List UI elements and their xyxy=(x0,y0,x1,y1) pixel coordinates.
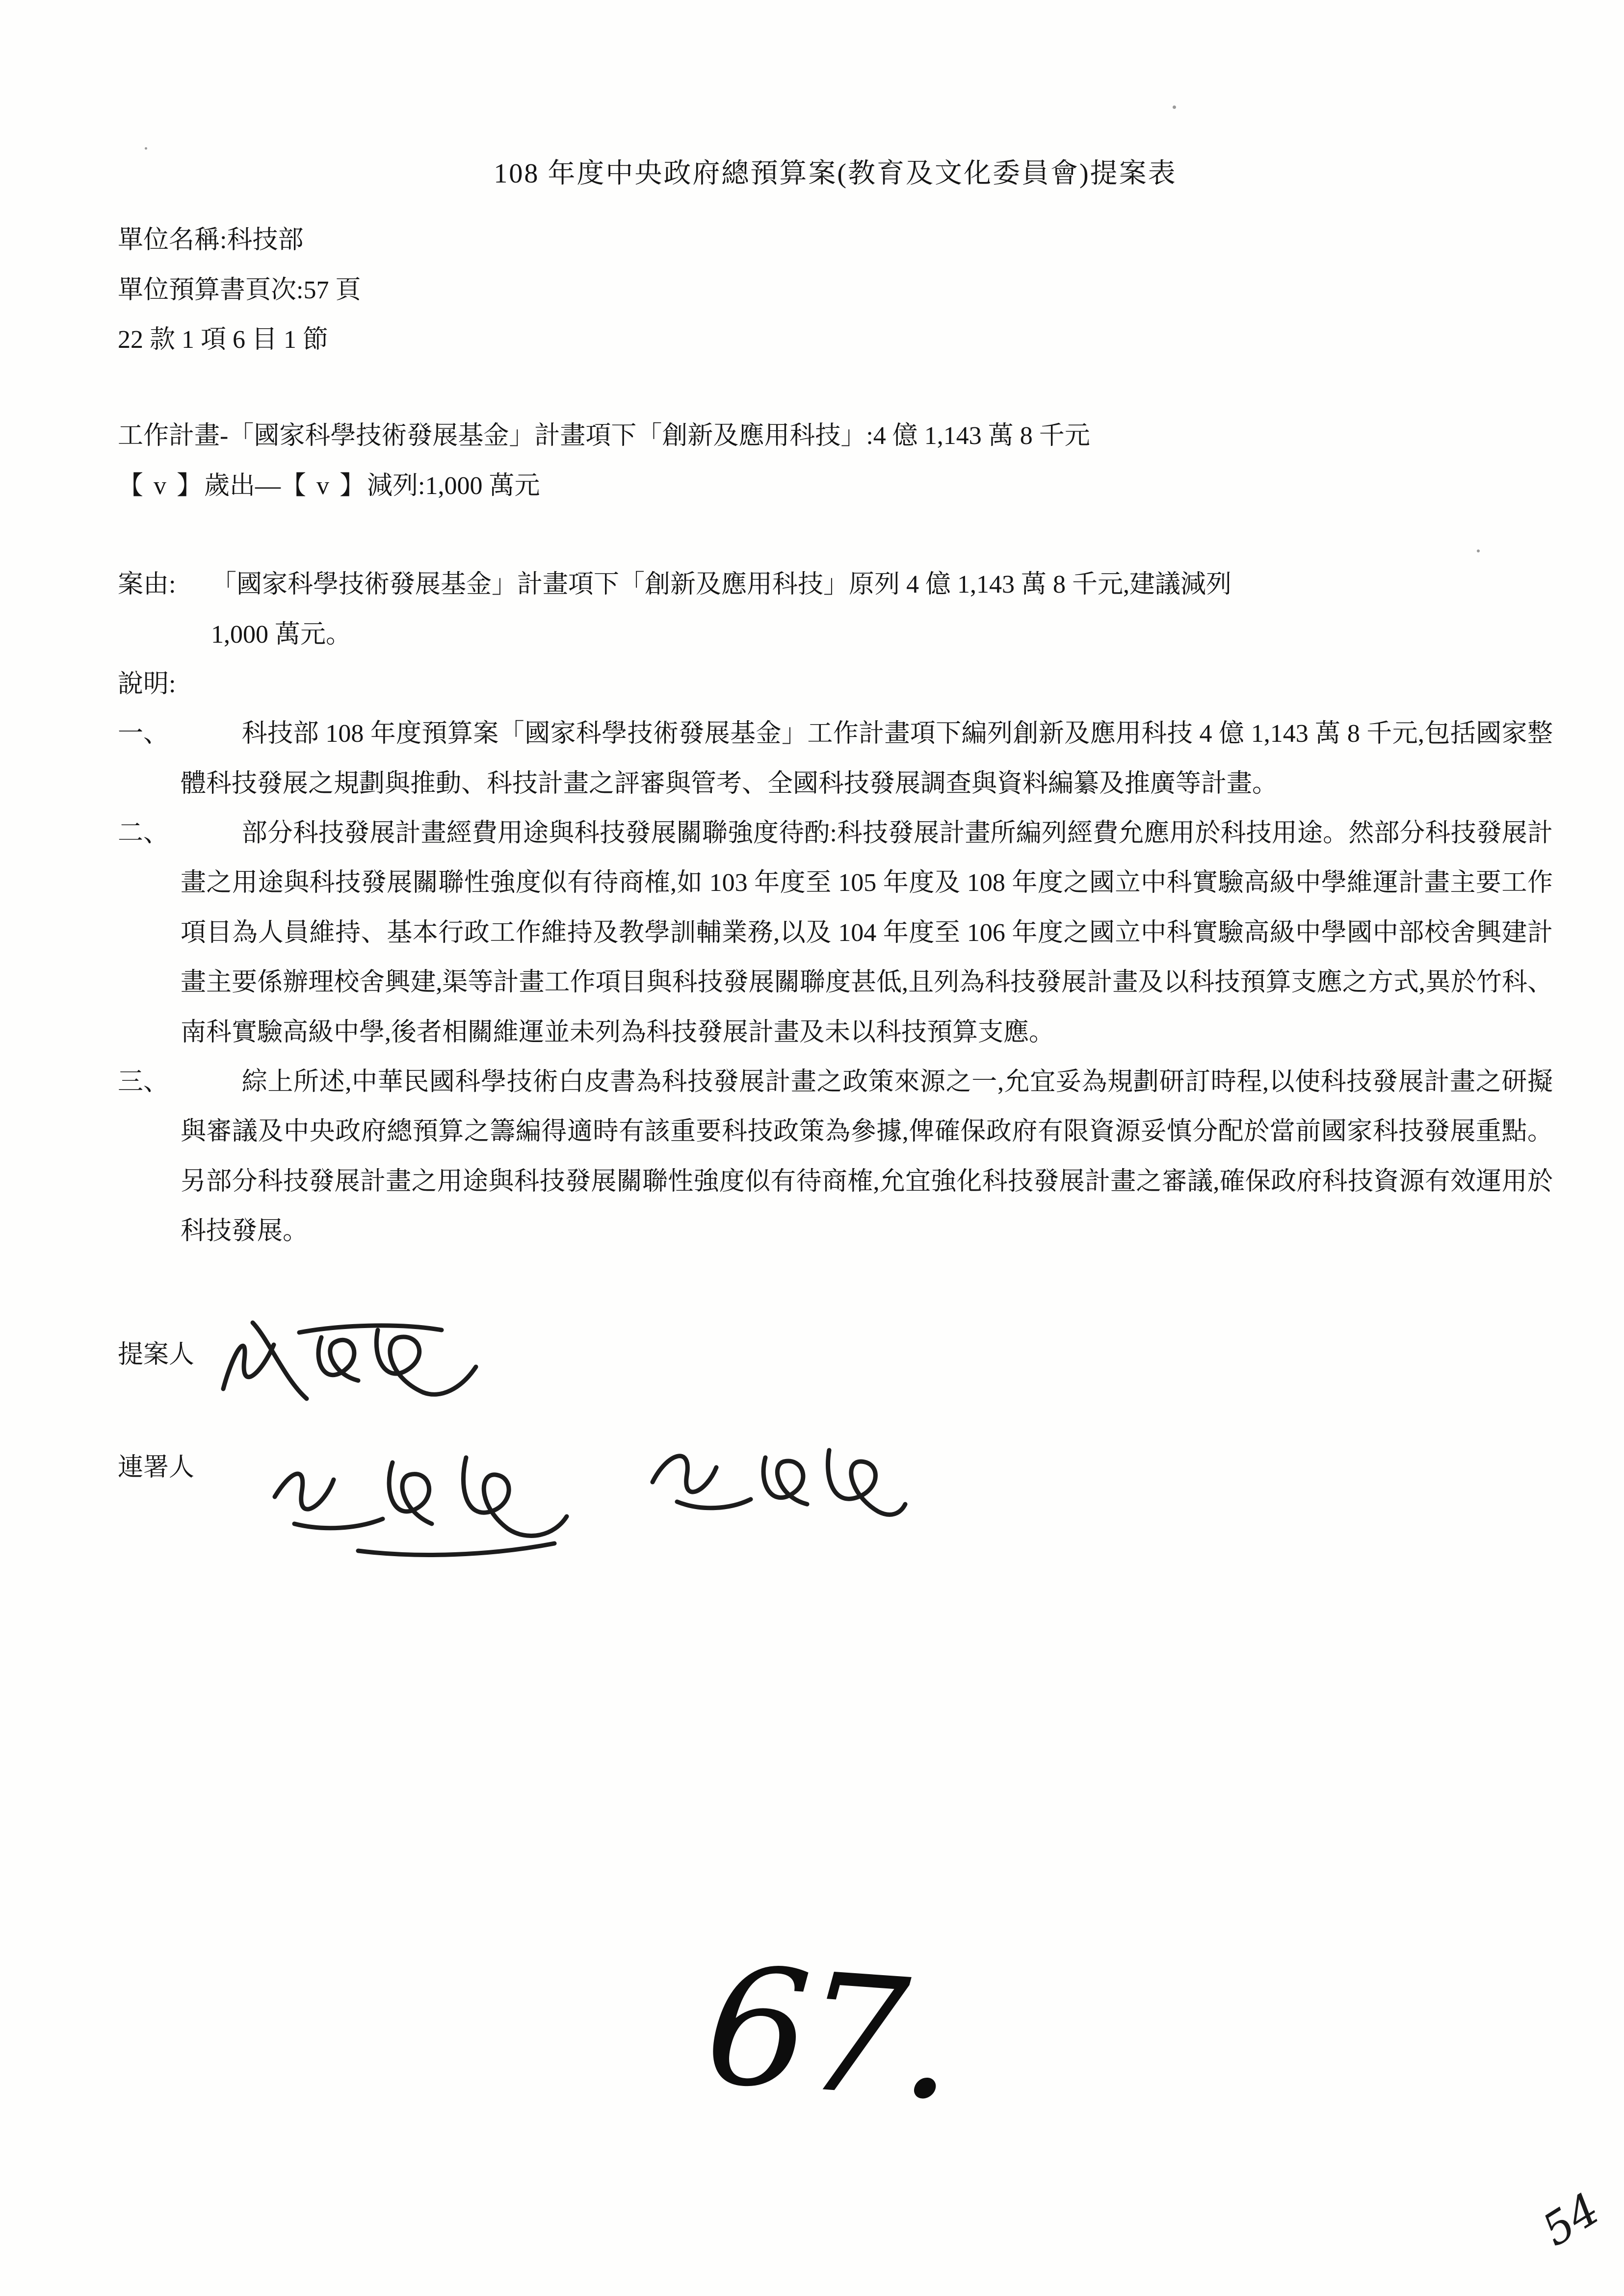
expenditure-checkbox: 【 v 】 xyxy=(118,471,205,500)
explanation-item-1 xyxy=(118,709,1553,809)
case-row xyxy=(118,560,1553,659)
scan-speck xyxy=(145,147,147,150)
document-header-block xyxy=(118,215,1553,365)
case-text-line1: 「國家科學技術發展基金」計畫項下「創新及應用科技」原列 4 億 1,143 萬 8 千元,建議減列 xyxy=(211,571,1232,599)
item-3-marker: 三、 xyxy=(118,1068,169,1096)
corner-page-number: 54 xyxy=(1534,2183,1609,2257)
scan-speck xyxy=(1477,549,1480,552)
item-1-marker: 一、 xyxy=(118,720,169,748)
unit-budget-page-line: 單位預算書頁次:57 頁 xyxy=(118,276,361,304)
item-2-text: 部分科技發展計畫經費用途與科技發展關聯強度待酌:科技發展計畫所編列經費允應用於科技用途。然部分科技發展計畫之用途與科技發展關聯性強度似有待商榷,如 103 年度至 105 年度及 108 年度之國立中科實驗高級中學維運計畫主要工作項目為人員維持、基本行政工作維持及教學訓輔業務,以及 104 年度至 106 年度之國立中科實驗高級中學國中部校舍興建計畫主要係辦理校舍興建,渠等計畫工作項目與科技發展關聯度甚低,且列為科技發展計畫及以科技預算支應之方式,異於竹科、南科實驗高級中學,後者相關維運並未列為科技發展計畫及未以科技預算支應。 xyxy=(181,819,1553,1046)
item-2-marker: 二、 xyxy=(118,819,169,848)
signature-section xyxy=(118,1330,1553,1556)
expenditure-label: 歲出— xyxy=(204,471,281,500)
unit-name-line: 單位名稱:科技部 xyxy=(118,226,304,255)
case-text-line2: 1,000 萬元。 xyxy=(211,620,352,649)
reduction-checkbox: 【 v 】 xyxy=(281,471,367,500)
proposer-label: 提案人 xyxy=(118,1340,195,1369)
explanation-item-2 xyxy=(118,809,1553,1057)
checkbox-line xyxy=(118,461,1553,511)
scan-speck xyxy=(1173,105,1176,109)
explanation-label: 說明: xyxy=(118,670,176,698)
document-content xyxy=(118,0,1553,1556)
work-plan-line: 工作計畫-「國家科學技術發展基金」計畫項下「創新及應用科技」:4 億 1,143 萬 8 千元 xyxy=(118,422,1090,450)
budget-section-line: 22 款 1 項 6 目 1 節 xyxy=(118,325,329,354)
cosigner-signature-2 xyxy=(633,1423,908,1536)
item-1-text: 科技部 108 年度預算案「國家科學技術發展基金」工作計畫項下編列創新及應用科技 4 億 1,143 萬 8 千元,包括國家整體科技發展之規劃與推動、科技計畫之評審與管考、全國科技發展調查與資料編纂及推廣等計畫。 xyxy=(181,720,1553,798)
case-text xyxy=(211,560,1553,659)
handwritten-page-number: 67. xyxy=(700,1931,956,2136)
cosigner-signature-1 xyxy=(260,1433,574,1561)
cosigner-label: 連署人 xyxy=(118,1453,195,1482)
item-3-text: 綜上所述,中華民國科學技術白皮書為科技發展計畫之政策來源之一,允宜妥為規劃研訂時程,以使科技發展計畫之研擬與審議及中央政府總預算之籌編得適時有該重要科技政策為參據,俾確保政府有限資源妥慎分配於當前國家科技發展重點。另部分科技發展計畫之用途與科技發展關聯性強度似有待商榷,允宜強化科技發展計畫之審議,確保政府科技資源有效運用於科技發展。 xyxy=(181,1068,1553,1246)
document-title: 108 年度中央政府總預算案(教育及文化委員會)提案表 xyxy=(494,158,1177,189)
proposer-signature xyxy=(211,1303,486,1421)
explanation-item-3 xyxy=(118,1057,1553,1256)
case-block xyxy=(118,560,1553,1256)
work-plan-block xyxy=(118,411,1553,511)
reduction-label: 減列:1,000 萬元 xyxy=(367,471,540,500)
case-label: 案由: xyxy=(118,571,176,599)
cosigner-row xyxy=(118,1443,1553,1556)
